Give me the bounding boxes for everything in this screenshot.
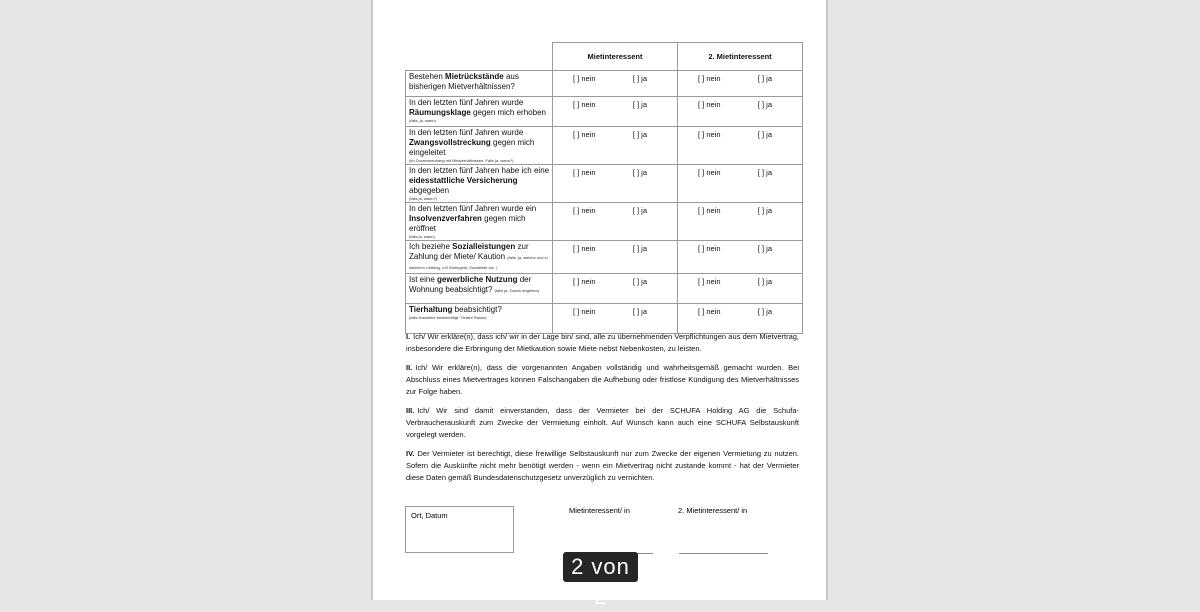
- paragraph-number: III.: [406, 406, 415, 415]
- question-text: beabsichtigt?: [452, 305, 502, 314]
- question-keyword: Insolvenzverfahren: [409, 214, 482, 223]
- table-row: [406, 127, 803, 165]
- answer-options: [553, 307, 677, 316]
- answer-cell-tenant-1: [553, 165, 678, 203]
- checkbox-nein[interactable]: [ ] nein: [573, 74, 596, 83]
- checkbox-ja[interactable]: [ ] ja: [632, 277, 647, 286]
- place-date-label: Ort, Datum: [411, 511, 448, 520]
- answer-options: [553, 130, 677, 139]
- question-text: zur Zahlung der Miete/ Kaution: [409, 242, 529, 261]
- declaration-paragraph: [406, 448, 799, 484]
- tenant2-signature-label: 2. Mietinteressent/ in: [678, 506, 748, 515]
- paragraph-number: IV.: [406, 449, 415, 458]
- question-cell: [406, 165, 553, 203]
- paragraph-text: Ich/ Wir erkläre(n), dass ich/ wir in der Lage bin/ sind, alle zu übernehmenden Verpflichtungen aus dem Mietvertrag, insbesondere die Erbringung der Mietkaution sowie Miete nebst Nebenkosten, zu leisten.: [406, 332, 799, 353]
- paragraph-number: II.: [406, 363, 413, 372]
- question-keyword: Zwangsvollstreckung: [409, 138, 491, 147]
- question-note: (im Zusammenhang mit Mietverhältnissen. Falls ja, wann?): [409, 158, 514, 163]
- table-row: [406, 304, 803, 334]
- checkbox-nein[interactable]: [ ] nein: [698, 130, 721, 139]
- question-text: gegen mich eingeleitet: [409, 138, 535, 157]
- header-tenant-1: Mietinteressent: [553, 43, 678, 71]
- question-cell: [406, 274, 553, 304]
- answer-cell-tenant-2: [678, 127, 803, 165]
- table-header-row: [406, 43, 803, 71]
- question-cell: [406, 304, 553, 334]
- answer-cell-tenant-2: [678, 304, 803, 334]
- answer-cell-tenant-2: [678, 274, 803, 304]
- question-text: gegen mich erhoben: [470, 108, 546, 117]
- answer-cell-tenant-1: [553, 127, 678, 165]
- checkbox-nein[interactable]: [ ] nein: [573, 277, 596, 286]
- answer-options: [553, 168, 677, 177]
- answer-options: [678, 168, 802, 177]
- checkbox-nein[interactable]: [ ] nein: [573, 130, 596, 139]
- paragraph-text: Ich/ Wir erkläre(n), dass die vorgenannten Angaben vollständig und wahrheitsgemäß gemacht wurden. Bei Abschluss eines Mietvertrages können Falschangaben die Aufhebung oder fristlose Kündigung des Mietverhältnisses zur Folge haben.: [406, 363, 799, 396]
- answer-options: [678, 100, 802, 109]
- question-cell: [406, 127, 553, 165]
- answer-cell-tenant-2: [678, 165, 803, 203]
- checkbox-nein[interactable]: [ ] nein: [698, 206, 721, 215]
- question-note: (falls, ja, wann): [409, 118, 436, 123]
- checkbox-nein[interactable]: [ ] nein: [698, 277, 721, 286]
- tenant1-signature-label: Mietinteressent/ in: [569, 506, 630, 515]
- answer-cell-tenant-2: [678, 241, 803, 274]
- page-indicator: 2 von 2: [563, 552, 638, 582]
- checkbox-nein[interactable]: [ ] nein: [698, 168, 721, 177]
- answer-cell-tenant-1: [553, 97, 678, 127]
- checkbox-ja[interactable]: [ ] ja: [632, 206, 647, 215]
- answer-options: [678, 74, 802, 83]
- answer-options: [553, 74, 677, 83]
- answer-options: [553, 100, 677, 109]
- answer-cell-tenant-1: [553, 304, 678, 334]
- table-row: [406, 274, 803, 304]
- checkbox-nein[interactable]: [ ] nein: [573, 100, 596, 109]
- checkbox-nein[interactable]: [ ] nein: [573, 168, 596, 177]
- question-note: (falls ja, wann): [409, 234, 435, 239]
- answer-options: [678, 130, 802, 139]
- question-note: (falls, ja, welche und in welchem Umfang, z.B Wohngeld, Sozialhilfe etc. ): [409, 255, 548, 270]
- question-keyword: Mietrückstände: [445, 72, 504, 81]
- answer-options: [553, 277, 677, 286]
- question-text: In den letzten fünf Jahren habe ich eine: [409, 166, 550, 175]
- checkbox-ja[interactable]: [ ] ja: [757, 168, 772, 177]
- checkbox-ja[interactable]: [ ] ja: [757, 100, 772, 109]
- checkbox-ja[interactable]: [ ] ja: [632, 244, 647, 253]
- self-disclosure-table: [405, 42, 803, 334]
- answer-cell-tenant-1: [553, 203, 678, 241]
- answer-options: [553, 244, 677, 253]
- paragraph-text: Der Vermieter ist berechtigt, diese freiwillige Selbstauskunft nur zum Zwecke der eigenen Vermietung zu nutzen. Sofern die Auskünfte nicht mehr benötigt werden - wenn ein Mietvertrag nicht zustande kommt - hat der Vermieter diese Daten gemäß Bundesdatenschutzgesetz unverzüglich zu vernichten.: [406, 449, 799, 482]
- question-text: gegen mich eröffnet: [409, 214, 526, 233]
- question-keyword: Räumungsklage: [409, 108, 471, 117]
- header-tenant-2: 2. Mietinteressent: [678, 43, 803, 71]
- paragraph-text: Ich/ Wir sind damit einverstanden, dass der Vermieter bei der SCHUFA Holding AG die Schufa-Verbraucherauskunft zum Zwecke der Vermietung einholt. Auf Wunsch kann auch eine SCHUFA Selbstauskunft vorgelegt werden.: [406, 406, 799, 439]
- question-note: (falls ja, Zweck angeben): [494, 288, 540, 293]
- question-keyword: Tierhaltung: [409, 305, 453, 314]
- answer-cell-tenant-2: [678, 203, 803, 241]
- answer-cell-tenant-2: [678, 97, 803, 127]
- question-cell: [406, 71, 553, 97]
- answer-options: [678, 277, 802, 286]
- question-text: aus bisherigen Mietverhältnissen?: [409, 72, 519, 91]
- checkbox-nein[interactable]: [ ] nein: [698, 244, 721, 253]
- question-text: Bestehen: [409, 72, 446, 81]
- question-cell: [406, 97, 553, 127]
- checkbox-ja[interactable]: [ ] ja: [632, 130, 647, 139]
- checkbox-nein[interactable]: [ ] nein: [698, 100, 721, 109]
- answer-cell-tenant-2: [678, 71, 803, 97]
- place-date-box: [405, 506, 514, 553]
- table-row: [406, 71, 803, 97]
- checkbox-ja[interactable]: [ ] ja: [757, 130, 772, 139]
- question-keyword: Sozialleistungen: [452, 242, 516, 251]
- question-cell: [406, 241, 553, 274]
- checkbox-nein[interactable]: [ ] nein: [573, 206, 596, 215]
- question-text: In den letzten fünf Jahren wurde: [409, 128, 524, 137]
- checkbox-ja[interactable]: [ ] ja: [757, 277, 772, 286]
- question-keyword: gewerbliche Nutzung: [437, 275, 518, 284]
- answer-cell-tenant-1: [553, 274, 678, 304]
- table-row: [406, 97, 803, 127]
- checkbox-ja[interactable]: [ ] ja: [632, 74, 647, 83]
- paragraph-number: I.: [406, 332, 411, 341]
- table-row: [406, 203, 803, 241]
- question-text: abgegeben: [409, 186, 450, 195]
- tenant2-signature-line: [679, 553, 768, 554]
- question-text: der Wohnung beabsichtigt?: [409, 275, 532, 294]
- answer-cell-tenant-1: [553, 241, 678, 274]
- checkbox-ja[interactable]: [ ] ja: [757, 74, 772, 83]
- table-corner-cell: [406, 43, 553, 71]
- declarations: [406, 331, 799, 491]
- checkbox-ja[interactable]: [ ] ja: [632, 100, 647, 109]
- question-note: (falls ja, wann?): [409, 196, 438, 201]
- answer-options: [553, 206, 677, 215]
- checkbox-ja[interactable]: [ ] ja: [757, 206, 772, 215]
- declaration-paragraph: [406, 331, 799, 355]
- question-text: In den letzten fünf Jahren wurde ein: [409, 204, 537, 213]
- checkbox-nein[interactable]: [ ] nein: [573, 244, 596, 253]
- checkbox-ja[interactable]: [ ] ja: [757, 244, 772, 253]
- checkbox-nein[interactable]: [ ] nein: [698, 74, 721, 83]
- checkbox-ja[interactable]: [ ] ja: [632, 307, 647, 316]
- question-text: Ich beziehe: [409, 242, 453, 251]
- table-row: [406, 165, 803, 203]
- question-note: (falls Haustiere beabsichtigt: Tierart/ Rasse): [409, 315, 487, 320]
- table-row: [406, 241, 803, 274]
- question-text: In den letzten fünf Jahren wurde: [409, 98, 524, 107]
- declaration-paragraph: [406, 362, 799, 398]
- question-keyword: eidesstattliche Versicherung: [409, 176, 518, 185]
- question-text: Ist eine: [409, 275, 438, 284]
- answer-options: [678, 206, 802, 215]
- answer-cell-tenant-1: [553, 71, 678, 97]
- checkbox-ja[interactable]: [ ] ja: [632, 168, 647, 177]
- question-cell: [406, 203, 553, 241]
- answer-options: [678, 244, 802, 253]
- declaration-paragraph: [406, 405, 799, 441]
- checkbox-ja[interactable]: [ ] ja: [757, 307, 772, 316]
- answer-options: [678, 307, 802, 316]
- checkbox-nein[interactable]: [ ] nein: [573, 307, 596, 316]
- checkbox-nein[interactable]: [ ] nein: [698, 307, 721, 316]
- document-page: [371, 0, 828, 600]
